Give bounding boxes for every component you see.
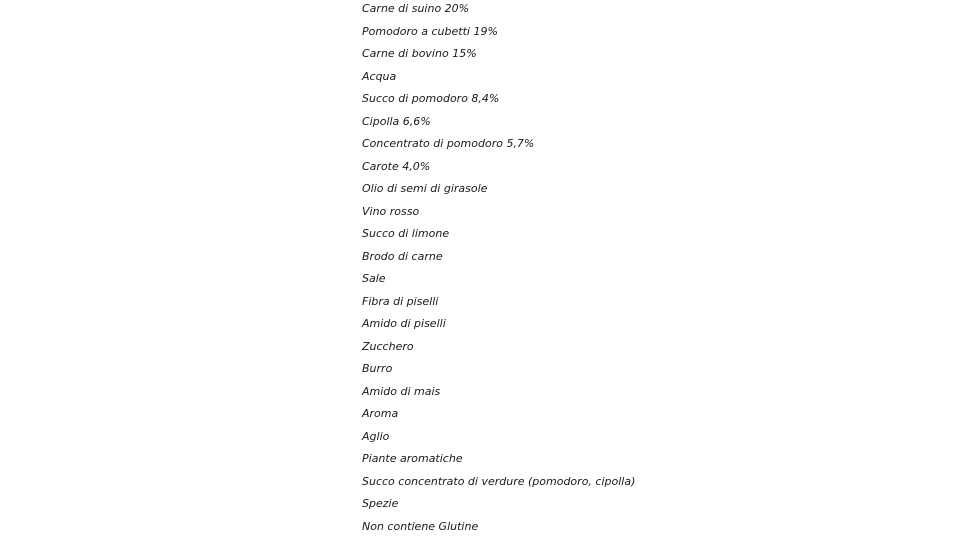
ingredient-item: Carote 4,0%	[362, 159, 431, 173]
ingredient-item: Concentrato di pomodoro 5,7%	[362, 137, 535, 150]
ingredient-item: Aglio	[362, 429, 390, 443]
ingredient-item: Zucchero	[362, 339, 414, 353]
ingredient-item: Burro	[362, 362, 393, 375]
ingredient-item: Sale	[362, 272, 386, 285]
ingredient-item: Amido di mais	[362, 384, 441, 398]
ingredient-item: Carne di bovino 15%	[362, 47, 477, 60]
ingredient-item: Carne di suino 20%	[362, 2, 470, 15]
ingredient-item: Pomodoro a cubetti 19%	[362, 24, 498, 38]
ingredient-item: Succo di limone	[362, 227, 450, 240]
ingredient-item: Amido di piselli	[362, 317, 446, 330]
ingredient-item: Succo di pomodoro 8,4%	[362, 92, 500, 105]
ingredient-item: Aroma	[362, 407, 399, 420]
ingredient-item: Acqua	[362, 69, 397, 83]
ingredient-item: Brodo di carne	[362, 249, 443, 263]
ingredient-item: Spezie	[362, 497, 399, 510]
ingredient-item: Fibra di piselli	[362, 294, 439, 308]
ingredient-item: Succo concentrato di verdure (pomodoro, cipolla)	[362, 474, 636, 488]
ingredient-item: Piante aromatiche	[362, 452, 463, 465]
ingredient-list	[362, 0, 635, 538]
ingredient-item: Vino rosso	[362, 204, 420, 218]
ingredient-item: Olio di semi di girasole	[362, 182, 488, 195]
ingredient-item: Cipolla 6,6%	[362, 114, 431, 128]
gluten-free-notice: Non contiene Glutine	[362, 519, 479, 533]
